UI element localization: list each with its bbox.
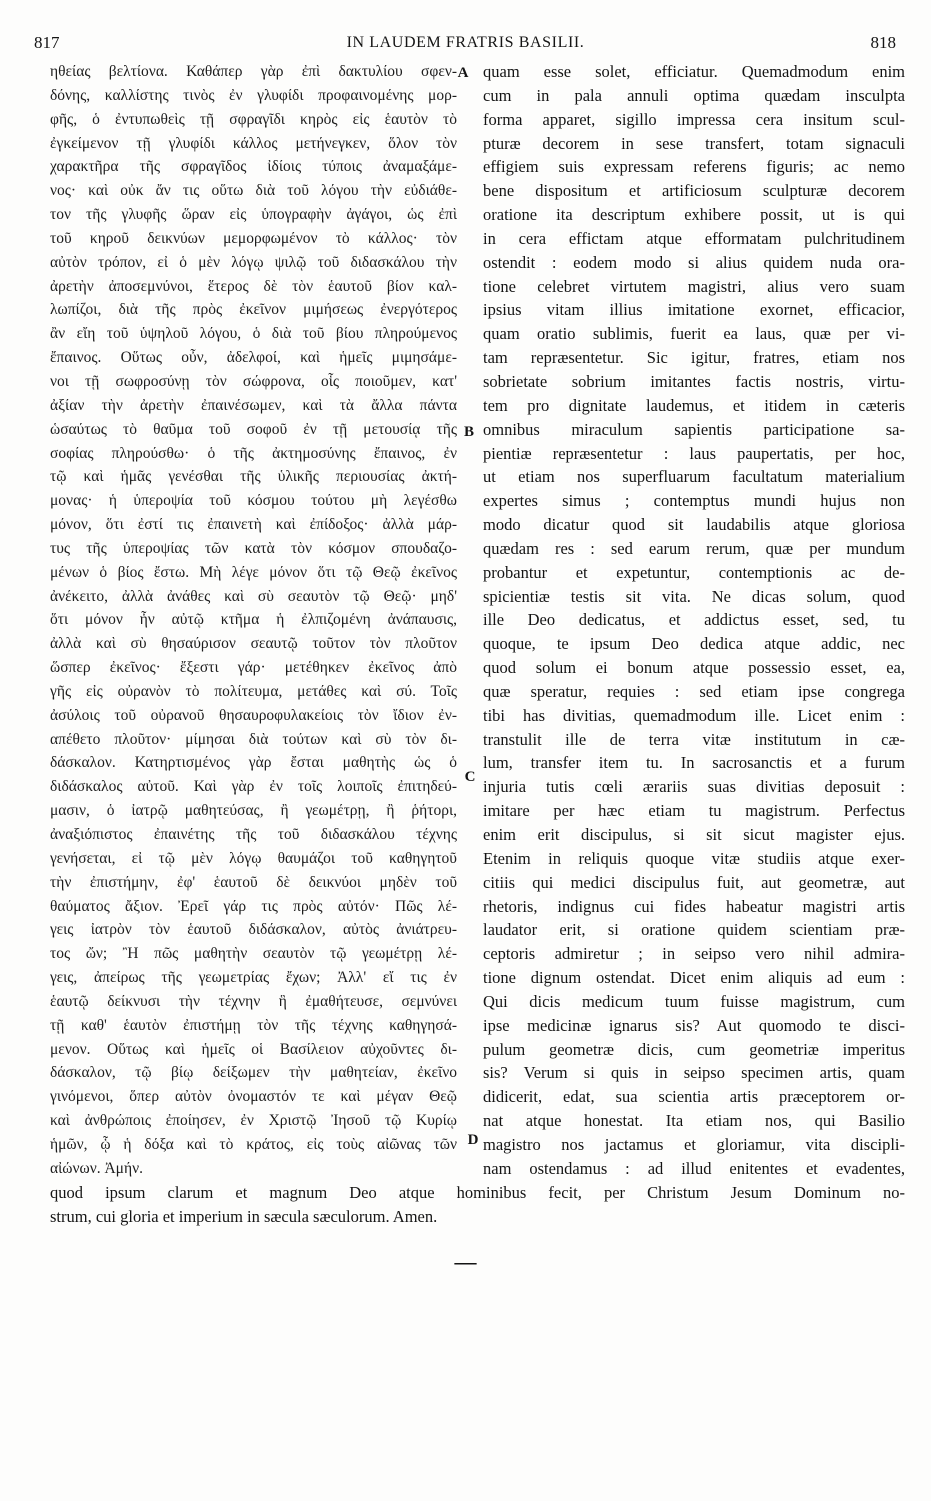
latin-text-line: tione dignum ostendat. Dicet enim aliquis ad eum : [483, 968, 905, 988]
latin-text-line: quam esse solet, efficiatur. Quemadmodum enim [483, 62, 905, 81]
latin-text-line: tem pro dignitate laudemus, et itidem in cæteris [483, 395, 905, 415]
latin-text-line: magistro nos jactamus et gloriamur, vita discipli- [483, 1134, 905, 1154]
latin-text-line: lum, transfer item tu. In sacrosanctis et a furum [483, 753, 905, 773]
latin-text-line: transtulit ille de terra vitæ institutum in cæ- [483, 729, 905, 749]
greek-text-line: χαρακτῆρα τῆς σφραγῖδος ἰδίοις τύποις ἀναμαξάμε- [50, 158, 457, 176]
greek-text-line: νοι τῇ σωφροσύνῃ τὸν σώφρονα, οἷς ποιοῦμεν, κατ' [50, 372, 457, 390]
latin-text-line: quoque, te ipsum Deo dedica atque addic, nec [483, 634, 905, 654]
latin-text-line: forma apparet, sigillo impressa cera insitum scul- [483, 109, 905, 129]
margin-letter-b: B [463, 424, 474, 440]
greek-text-line: γεις, ἀπείρως τῆς γεωμετρίας ἔχων; Ἀλλ' εἴ τις ἐν [50, 969, 457, 987]
greek-text-line: απέθετο πλοῦτον· μίμησαι διὰ τούτων καὶ σὺ τὸν δι- [50, 730, 457, 748]
greek-text-line: τοῦ κηροῦ δεικνύων μεμορφωμένον τὸ κάλλος· τὸν [50, 229, 457, 247]
greek-text-line: γενήσεται, εἰ τῷ μὲν λόγῳ θαυμάζοι τοῦ καθηγητοῦ [50, 849, 457, 867]
greek-text-line: σοφίας πληρούσθω· ὁ τῆς ἀκτημοσύνης ἔπαινος, ἐν [50, 444, 457, 462]
column-number-right: 818 [870, 33, 896, 52]
greek-text-line: γινόμενοι, ὅπερ αὐτὸν ὀνομαστόν τε καὶ μέγαν Θεῷ [50, 1088, 457, 1106]
greek-text-line: γεις ἰατρὸν τὸν ἑαυτοῦ διδάσκαλον, αὐτὸς ἀνιάτρευ- [50, 921, 457, 939]
greek-text-line: νος· καὶ οὐκ ἄν τις οὕτω διὰ τοῦ λόγου τὴν εὐδιάθε- [50, 182, 457, 200]
latin-text-line: sis? Verum si quis in seipso specimen artis, quam [483, 1063, 905, 1083]
greek-text-line: ἑαυτῷ δείκνυσι τὴν τέχνην ἣ ἐμαθήτευσε, σεμνύνει [50, 992, 457, 1010]
greek-text-line: μενον. Οὕτως καὶ ἡμεῖς οἱ Βασίλειον αὐχοῦντες δι- [50, 1040, 457, 1058]
latin-text-line: quæ speratur, requies : sed etiam ipse congrega [483, 681, 905, 701]
latin-text-line: ut etiam nos superfluarum facultatum materialium [483, 467, 905, 487]
greek-text-line: αὐτὸν τρόπον, εἰ ὁ μὲν λόγῳ ψιλῷ τοῦ διδασκάλου τὴν [50, 253, 457, 271]
margin-letter-d: D [467, 1132, 479, 1148]
latin-text-line: ille Deo dedicatus, et addictus esset, sed, tu [483, 610, 905, 630]
greek-text-line: ὡσαύτως τὸ θαῦμα τοῦ σοφοῦ ἐν τῇ μετουσίᾳ τῆς [50, 420, 457, 438]
latin-text-line: omnibus miraculum sapientis participatione sa- [483, 419, 905, 439]
greek-text-line: τὴν ἐπιστήμην, ἐφ' ἑαυτοῦ δὲ δεικνύοι μηδὲν τοῦ [50, 873, 457, 891]
latin-text-line: ipse medicinæ ignarus sis? Aut quomodo te disci- [483, 1015, 905, 1035]
greek-text-line: καὶ ἀνθρώποις ἐποίησεν, ἐν Χριστῷ Ἰησοῦ τῷ Κυρίῳ [50, 1112, 457, 1130]
greek-text-line: ἔπαινος. Οὕτως οὖν, ἀδελφοί, καὶ ἡμεῖς μιμησάμε- [50, 349, 457, 367]
greek-text-line: ἀλλὰ καὶ σὺ θησαύρισον σεαυτῷ τοῦτον τὸν πλοῦτον [50, 635, 457, 653]
latin-closing-line: quod ipsum clarum et magnum Deo atque hominibus fecit, per Christum Jesum Dominum no- [50, 1183, 905, 1202]
greek-text-line: μασιν, ὁ ἰατρῷ μαθητεύσας, ἢ γεωμέτρῃ, ἢ ῥήτορι, [50, 802, 457, 820]
latin-text-line: cum in pala annuli optima quædam insculpta [483, 85, 905, 105]
column-number-left: 817 [34, 33, 60, 52]
greek-text-line: θαύματος ἄξιον. Ἐρεῖ γάρ τις πρὸς αὐτόν· Πῶς λέ- [50, 897, 457, 915]
latin-text-line: nat atque honestat. Ita etiam nos, qui Basilio [483, 1111, 905, 1131]
greek-text-line: ἀξίαν τὴν ἀρετὴν ἐπαινέσωμεν, καὶ τὰ ἄλλα πάντα [50, 396, 457, 414]
greek-text-line: τυς τῆς ὑπεροψίας τῶν κατὰ τὸν κόσμον σπουδαζο- [50, 539, 457, 557]
greek-text-line: μονας· ἡ ὑπεροψία τοῦ κόσμου τούτου μὴ λεγέσθω [50, 492, 457, 510]
latin-text-line: ostendit : eodem modo si alius quidem nuda ora- [483, 252, 905, 272]
latin-text-line: effigiem suis expressam referens figuris; ac nemo [483, 157, 905, 177]
greek-text-line: δάσκαλον. Κατηρτισμένος γὰρ ἔσται μαθητὴς ὡς ὁ [50, 754, 457, 772]
greek-text-line: ἂν εἴη τοῦ ὑψηλοῦ λόγου, ὁ διὰ τοῦ βίου πληρούμενος [50, 325, 457, 343]
latin-text-line: ceptoris admiretur ; in seipso vero nihil admira- [483, 944, 905, 964]
latin-text-line: in cera effictam atque efformatam pulchritudinem [483, 228, 905, 248]
greek-text-line: τον τῆς γλυφῆς ὥραν εἰς ὑπογραφὴν ἀγάγοι, ὡς ἐπὶ [50, 206, 457, 224]
greek-text-line: ἀναξιόπιστος ἐπαινέτης τῆς τοῦ διδασκάλου τέχνης [50, 826, 457, 843]
latin-text-line: pientiæ repræsentetur : laus paupertatis, per hoc, [483, 443, 905, 463]
latin-text-line: pturæ decorem in sese transfert, totam signaculi [483, 133, 905, 153]
running-title: IN LAUDEM FRATRIS BASILII. [346, 34, 585, 51]
latin-text-line: tam repræsentetur. Sic igitur, fratres, etiam nos [483, 348, 905, 368]
greek-text-line: ἐγκείμενον τῇ γλυφίδι κάλλος μετήνεγκεν, ὅλον τὸν [50, 134, 457, 152]
margin-letter-a: A [457, 65, 469, 81]
latin-text-line: injuria tutis cœli ærariis suas divitias deposuit : [483, 777, 905, 797]
greek-text-line: τος ὤν; Ἢ πῶς μαθητὴν σεαυτὸν τῷ γεωμέτρῃ λέ- [50, 945, 457, 963]
greek-text-line: αἰώνων. Ἀμήν. [50, 1159, 143, 1177]
latin-text-line: didicerit, edat, sua scientia artis præceptorem or- [483, 1087, 905, 1107]
greek-text-line: γῆς εἰς οὐρανὸν τὸ πολίτευμα, μετάθες καὶ σύ. Τοῖς [50, 682, 457, 700]
greek-text-line: τῇ καθ' ἑαυτὸν ἐπιστήμῃ τὸν τῆς τέχνης καθηγησά- [50, 1016, 457, 1034]
greek-text-line: ηθείας βελτίονα. Καθάπερ γὰρ ἐπὶ δακτυλίου σφεν- [50, 63, 457, 80]
latin-closing-line: strum, cui gloria et imperium in sæcula sæculorum. Amen. [50, 1206, 438, 1226]
running-header [0, 31, 931, 55]
latin-text-line: bene dispositum et artificiosum sculpturæ decorem [483, 181, 905, 201]
latin-text-line: pulum geometræ dicis, cum geometriæ imperitus [483, 1039, 905, 1059]
latin-text-line: oratione ita descriptum exhibere possit, ut is qui [483, 205, 905, 225]
greek-text-line: ἡμῶν, ᾧ ἡ δόξα καὶ τὸ κράτος, εἰς τοὺς αἰῶνας τῶν [50, 1135, 457, 1153]
latin-text-line: spicientiæ testis sit vita. Ne dicas solum, quod [483, 586, 905, 606]
latin-text-line: imitare per hæc etiam tu magistrum. Perfectus [483, 801, 905, 821]
latin-text-line: quod solum ei bonum atque possessio esset, ea, [483, 658, 905, 678]
greek-text-line: λωπίζοι, διὰ τῆς πρὸς ἐκεῖνον μιμήσεως ἐνεργότερος [50, 301, 457, 319]
latin-text-line: expertes simus ; contemptus mundi hujus non [483, 491, 905, 511]
latin-text-line: ipsius vitam illius imitatione exornet, efficacior, [483, 300, 905, 320]
greek-text-line: ἀρετὴν ἀποσεμνύνοι, ἕτερος δὲ τὸν ἑαυτοῦ βίον καλ- [50, 277, 457, 295]
latin-text-line: quam oratio sublimis, fuerit ea laus, quæ per vi- [483, 324, 905, 344]
end-mark: — [454, 1249, 477, 1274]
latin-closing-block [50, 1181, 905, 1229]
latin-text-line: laudator erit, si oratione quidem scientiam præ- [483, 920, 905, 940]
latin-text-line: modo dicatur quod sit laudabilis atque gloriosa [483, 515, 905, 535]
latin-text-line: Etenim in reliquis quoque vitæ studiis atque exer- [483, 848, 905, 868]
latin-column [483, 60, 905, 1181]
greek-column [50, 60, 457, 1181]
greek-text-line: ὅτι μόνον ἦν αὐτῷ κτῆμα ἡ ἐλπιζομένη ἀνάπαυσις, [50, 611, 457, 629]
latin-text-line: tibi has divitias, quemadmodum ille. Licet enim : [483, 705, 905, 725]
greek-text-line: φῆς, ὁ ἐντυπωθεὶς τῇ σφραγῖδι κηρὸς εἰς ἑαυτὸν τὸ [50, 110, 457, 128]
greek-text-line: δόνης, καλλίστης τινὸς ἐν γλυφίδι προφαινομένης μορ- [50, 86, 457, 104]
greek-text-line: ὥσπερ ἐκεῖνος· ἔξεστι γάρ· μετέθηκεν ἐκεῖνος ἀπὸ [50, 659, 457, 677]
greek-text-line: μένων ὁ βίος ἔστω. Μὴ λέγε μόνον ὅτι τῷ Θεῷ ἐκεῖνος [50, 563, 457, 581]
margin-letter-c: C [464, 769, 476, 785]
latin-text-line: quædam res : sed earum rerum, quæ per mundum [483, 538, 905, 558]
latin-text-line: enim erit discipulus, si sit sicut magister ejus. [483, 825, 905, 844]
greek-text-line: διδάσκαλος αὐτοῦ. Καὶ γὰρ ἐν τοῖς λοιποῖς ἐπιτηδεύ- [50, 778, 457, 796]
latin-text-line: rhetoris, indignus cui fides habeatur magistri artis [483, 896, 905, 916]
latin-text-line: sobrietate sobrium imitantes factis nostris, virtu- [483, 371, 905, 391]
latin-text-line: tione celebret virtutem magistri, alius vero suam [483, 276, 905, 296]
latin-text-line: nam ostendamus : ad illud enitentes et evadentes, [483, 1158, 905, 1178]
greek-text-line: μόνον, ὅτι ἐστί τις ἐπαινετὴ καὶ ἐπίδοξος· ἀλλὰ μάρ- [50, 516, 457, 534]
latin-text-line: citiis qui medici discipulus fuit, aut geometræ, aut [483, 872, 905, 892]
latin-text-line: Qui dicis medicum tuum fuisse magistrum, cum [483, 991, 905, 1011]
greek-text-line: ἀνέκειτο, ἀλλὰ ἀνάθες καὶ σὺ σεαυτὸν τῷ Θεῷ· μηδ' [50, 587, 457, 605]
greek-text-line: δάσκαλον, τῷ βίῳ δείξωμεν τὴν μαθητείαν, ἐκεῖνο [50, 1064, 457, 1082]
greek-text-line: τῷ καὶ ἡμᾶς γενέσθαι τῆς ὑλικῆς περιουσίας ἀκτή- [50, 468, 457, 486]
greek-text-line: ἀσύλοις τοῦ οὐρανοῦ θησαυροφυλακείοις τὸν ἴδιον ἐν- [50, 706, 457, 724]
latin-text-line: probantur et expetuntur, contemptionis ac de- [483, 562, 905, 582]
